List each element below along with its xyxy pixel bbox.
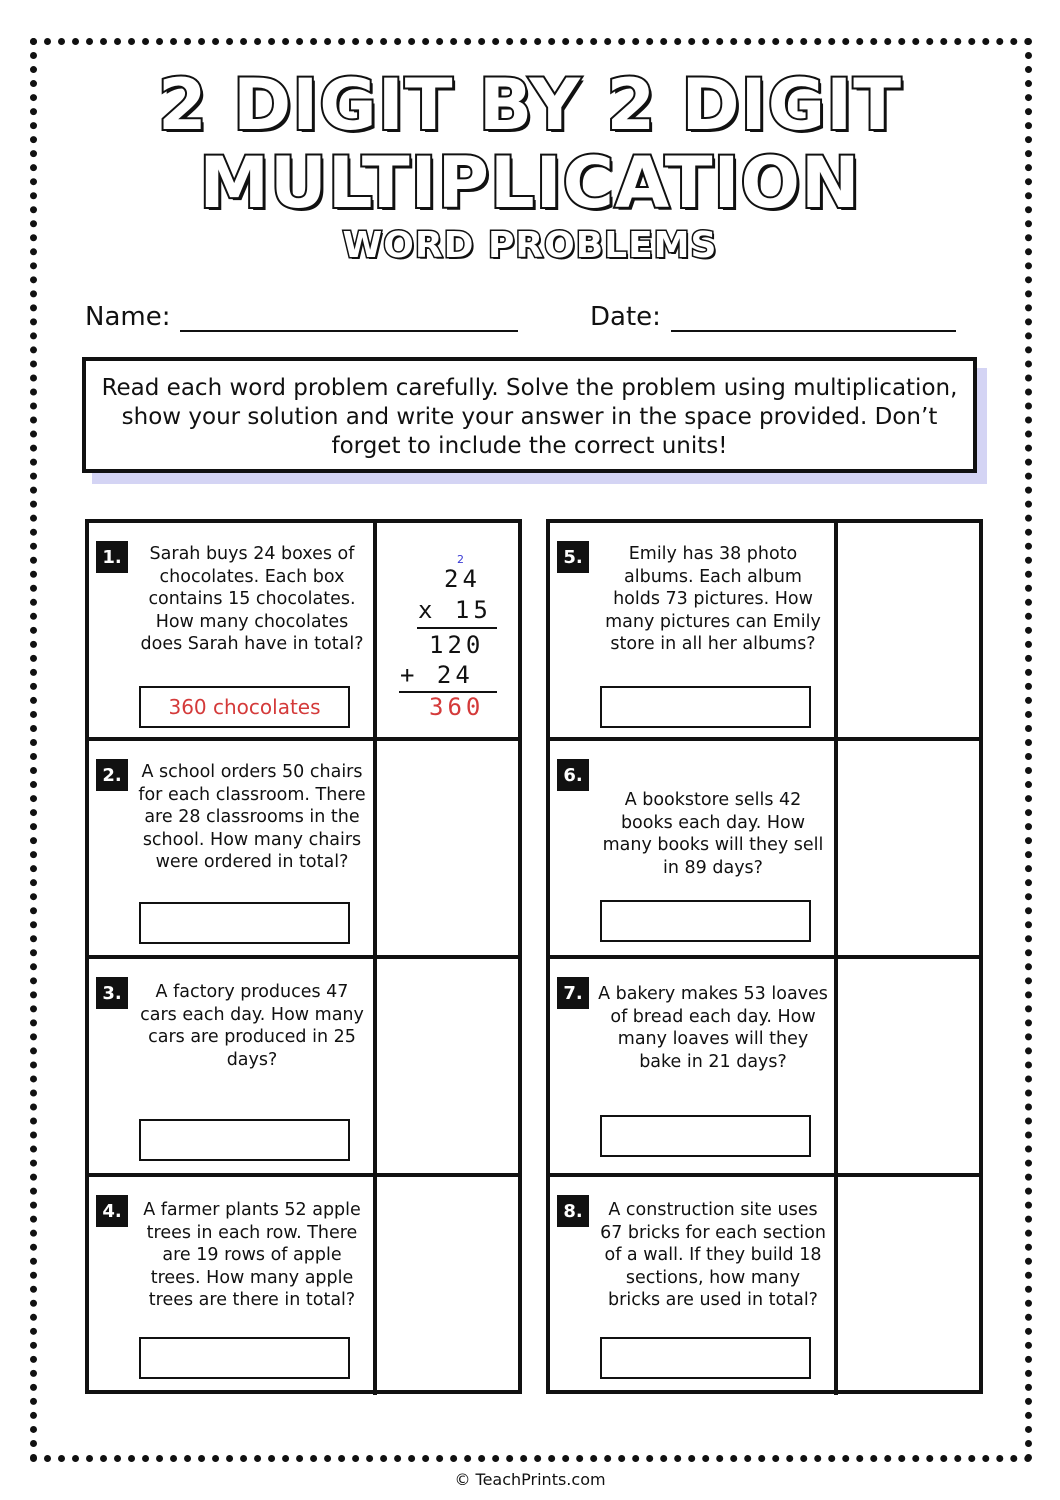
work-space[interactable] (838, 959, 979, 1173)
question-cell (89, 1177, 377, 1395)
problems-column-left (85, 519, 522, 1394)
answer-box[interactable] (600, 900, 811, 942)
calc-partial-2: + 24 (400, 661, 474, 689)
name-label: Name: (85, 302, 171, 332)
calc-result: 360 (429, 693, 485, 721)
problem-number: 2. (96, 759, 128, 791)
name-date-row (85, 300, 965, 340)
copyright-footer: © TeachPrints.com (454, 1470, 606, 1489)
date-field (590, 300, 956, 332)
question-cell (550, 741, 838, 955)
answer-box[interactable] (600, 686, 811, 728)
work-space[interactable] (838, 741, 979, 955)
calc-top: 24 (444, 565, 481, 593)
answer-box[interactable] (139, 1337, 350, 1379)
problem-text: A construction site uses 67 bricks for each section of a wall. If they build 18 sections, how many bricks are used in total? (600, 1200, 826, 1310)
question-cell (550, 523, 838, 737)
problem-text: A bakery makes 53 loaves of bread each day. How many loaves will they bake in 21 days? (598, 984, 828, 1072)
question-cell (89, 959, 377, 1173)
subtitle: WORD PROBLEMS (342, 225, 718, 266)
question-cell (550, 959, 838, 1173)
answer-box[interactable] (600, 1337, 811, 1379)
answer-box[interactable] (600, 1115, 811, 1157)
problem-text: A farmer plants 52 apple trees in each row. There are 19 rows of apple trees. How many apple trees are there in total? (143, 1200, 361, 1310)
problem-number: 4. (96, 1195, 128, 1227)
title-line-2: MULTIPLICATION (199, 142, 861, 224)
work-space[interactable] (377, 741, 518, 955)
work-space[interactable] (377, 1177, 518, 1395)
problem-row-3 (89, 959, 518, 1177)
work-space[interactable] (377, 523, 518, 737)
instructions-box: Read each word problem carefully. Solve the problem using multiplication, show your solution and write your answer in the space provided. Don’t forget to include the correct units! (82, 357, 977, 473)
calc-rule-1 (417, 627, 497, 629)
name-input-line[interactable] (180, 300, 518, 332)
question-cell (550, 1177, 838, 1395)
problem-number: 7. (557, 977, 589, 1009)
problem-text: Sarah buys 24 boxes of chocolates. Each box contains 15 chocolates. How many chocolates does Sarah have in total? (140, 544, 364, 654)
problem-row-1 (89, 523, 518, 741)
problem-row-2 (89, 741, 518, 959)
question-cell (89, 523, 377, 737)
problem-text: A factory produces 47 cars each day. How many cars are produced in 25 days? (140, 982, 364, 1070)
answer-box[interactable] (139, 1119, 350, 1161)
problems-column-right (546, 519, 983, 1394)
date-input-line[interactable] (671, 300, 956, 332)
problem-text: Emily has 38 photo albums. Each album holds 73 pictures. How many pictures can Emily store in all her albums? (605, 544, 821, 654)
problem-row-8 (550, 1177, 979, 1395)
work-space[interactable] (838, 1177, 979, 1395)
title-line-1: 2 DIGIT BY 2 DIGIT (158, 64, 902, 146)
work-space[interactable] (838, 523, 979, 737)
problem-number: 1. (96, 541, 128, 573)
problem-row-7 (550, 959, 979, 1177)
date-label: Date: (590, 302, 661, 332)
calc-multiplier: x 15 (418, 596, 492, 624)
problem-row-4 (89, 1177, 518, 1395)
work-space[interactable] (377, 959, 518, 1173)
name-field (85, 300, 518, 332)
carry-digit: 2 (457, 553, 464, 566)
problem-text: A bookstore sells 42 books each day. How many books will they sell in 89 days? (602, 790, 824, 878)
question-cell (89, 741, 377, 955)
problem-number: 6. (557, 759, 589, 791)
problem-text: A school orders 50 chairs for each classroom. There are 28 classrooms in the school. How many chairs were ordered in total? (138, 762, 366, 872)
problem-row-6 (550, 741, 979, 959)
worksheet-title (0, 64, 1060, 266)
problem-number: 8. (557, 1195, 589, 1227)
calc-partial-1: 120 (429, 631, 485, 659)
answer-box[interactable]: 360 chocolates (139, 686, 350, 728)
problem-number: 5. (557, 541, 589, 573)
problem-number: 3. (96, 977, 128, 1009)
answer-box[interactable] (139, 902, 350, 944)
problem-row-5 (550, 523, 979, 741)
